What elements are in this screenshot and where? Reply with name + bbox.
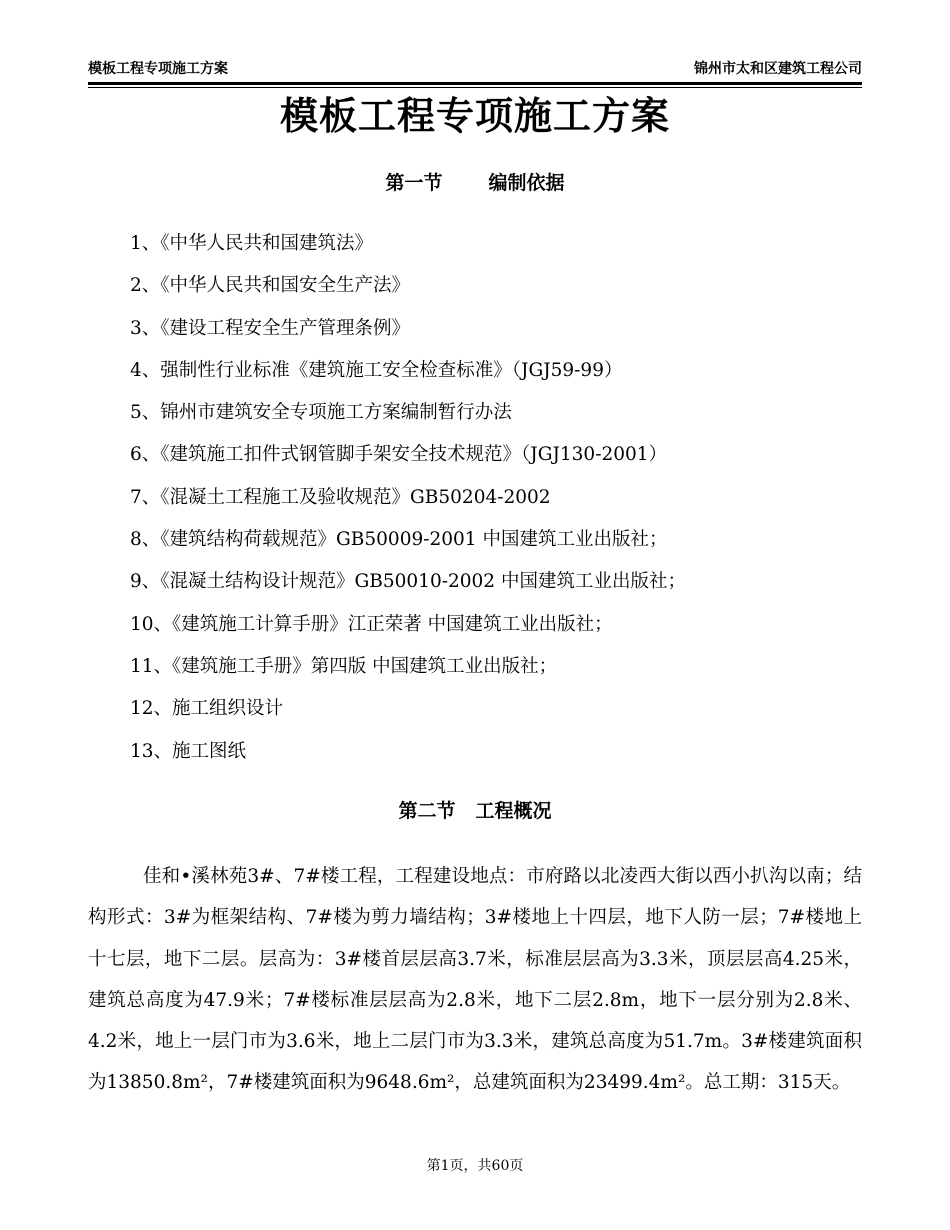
reference-item: 9、《混凝土结构设计规范》GB50010-2002 中国建筑工业出版社； (130, 571, 686, 593)
header-company-name: 锦州市太和区建筑工程公司 (694, 61, 862, 77)
page-footer: 第1页，共60页 (426, 1158, 524, 1174)
reference-item: 2、《中华人民共和国安全生产法》 (130, 275, 411, 297)
section-1-number: 第一节 (385, 172, 443, 194)
reference-item: 8、《建筑结构荷载规范》GB50009-2001 中国建筑工业出版社； (130, 529, 668, 551)
reference-item: 5、锦州市建筑安全专项施工方案编制暂行办法 (130, 402, 512, 424)
reference-item: 7、《混凝土工程施工及验收规范》GB50204-2002 (130, 486, 551, 508)
reference-list (130, 230, 686, 780)
section-1-title: 编制依据 (488, 172, 565, 194)
reference-item: 1、《中华人民共和国建筑法》 (130, 233, 374, 254)
section-1-heading (0, 170, 950, 196)
header-rule-thick (88, 82, 862, 85)
reference-item: 6、《建筑施工扣件式钢管脚手架安全技术规范》（JGJ130-2001） (130, 444, 668, 466)
reference-item: 4、强制性行业标准《建筑施工安全检查标准》（JGJ59-99） (130, 359, 623, 381)
reference-item: 11、《建筑施工手册》第四版 中国建筑工业出版社； (130, 655, 558, 677)
reference-item: 10、《建筑施工计算手册》江正荣著 中国建筑工业出版社； (130, 613, 613, 635)
section-2-number: 第二节 (398, 800, 456, 822)
project-overview-paragraph: 佳和•溪林苑3#、7#楼工程，工程建设地点：市府路以北凌西大街以西小扒沟以南；结构形式：3#为框架结构、7#楼为剪力墙结构；3#楼地上十四层，地下人防一层；7#楼地上十七层，地下二层。层高为：3#楼首层层高3.7米，标准层层高为3.3米，顶层层高4.25米，建筑总高度为47.9米；7#楼标准层层高为2.8米，地下二层2.8m，地下一层分别为2.8米、4.2米，地上一层门市为3.6米，地上二层门市为3.3米，建筑总高度为51.7m。3#楼建筑面积为13850.8m²，7#楼建筑面积为9648.6m²，总建筑面积为23499.4m²。总工期：315天。 (88, 866, 862, 1094)
document-title: 模板工程专项施工方案 (279, 94, 670, 138)
page-header (88, 55, 862, 81)
reference-item: 3、《建设工程安全生产管理条例》 (130, 317, 411, 339)
section-2-heading (0, 798, 950, 824)
reference-item: 12、施工组织设计 (130, 698, 284, 720)
section-2-title: 工程概况 (475, 800, 552, 822)
header-document-title: 模板工程专项施工方案 (88, 61, 228, 77)
reference-item: 13、施工图纸 (130, 740, 247, 762)
